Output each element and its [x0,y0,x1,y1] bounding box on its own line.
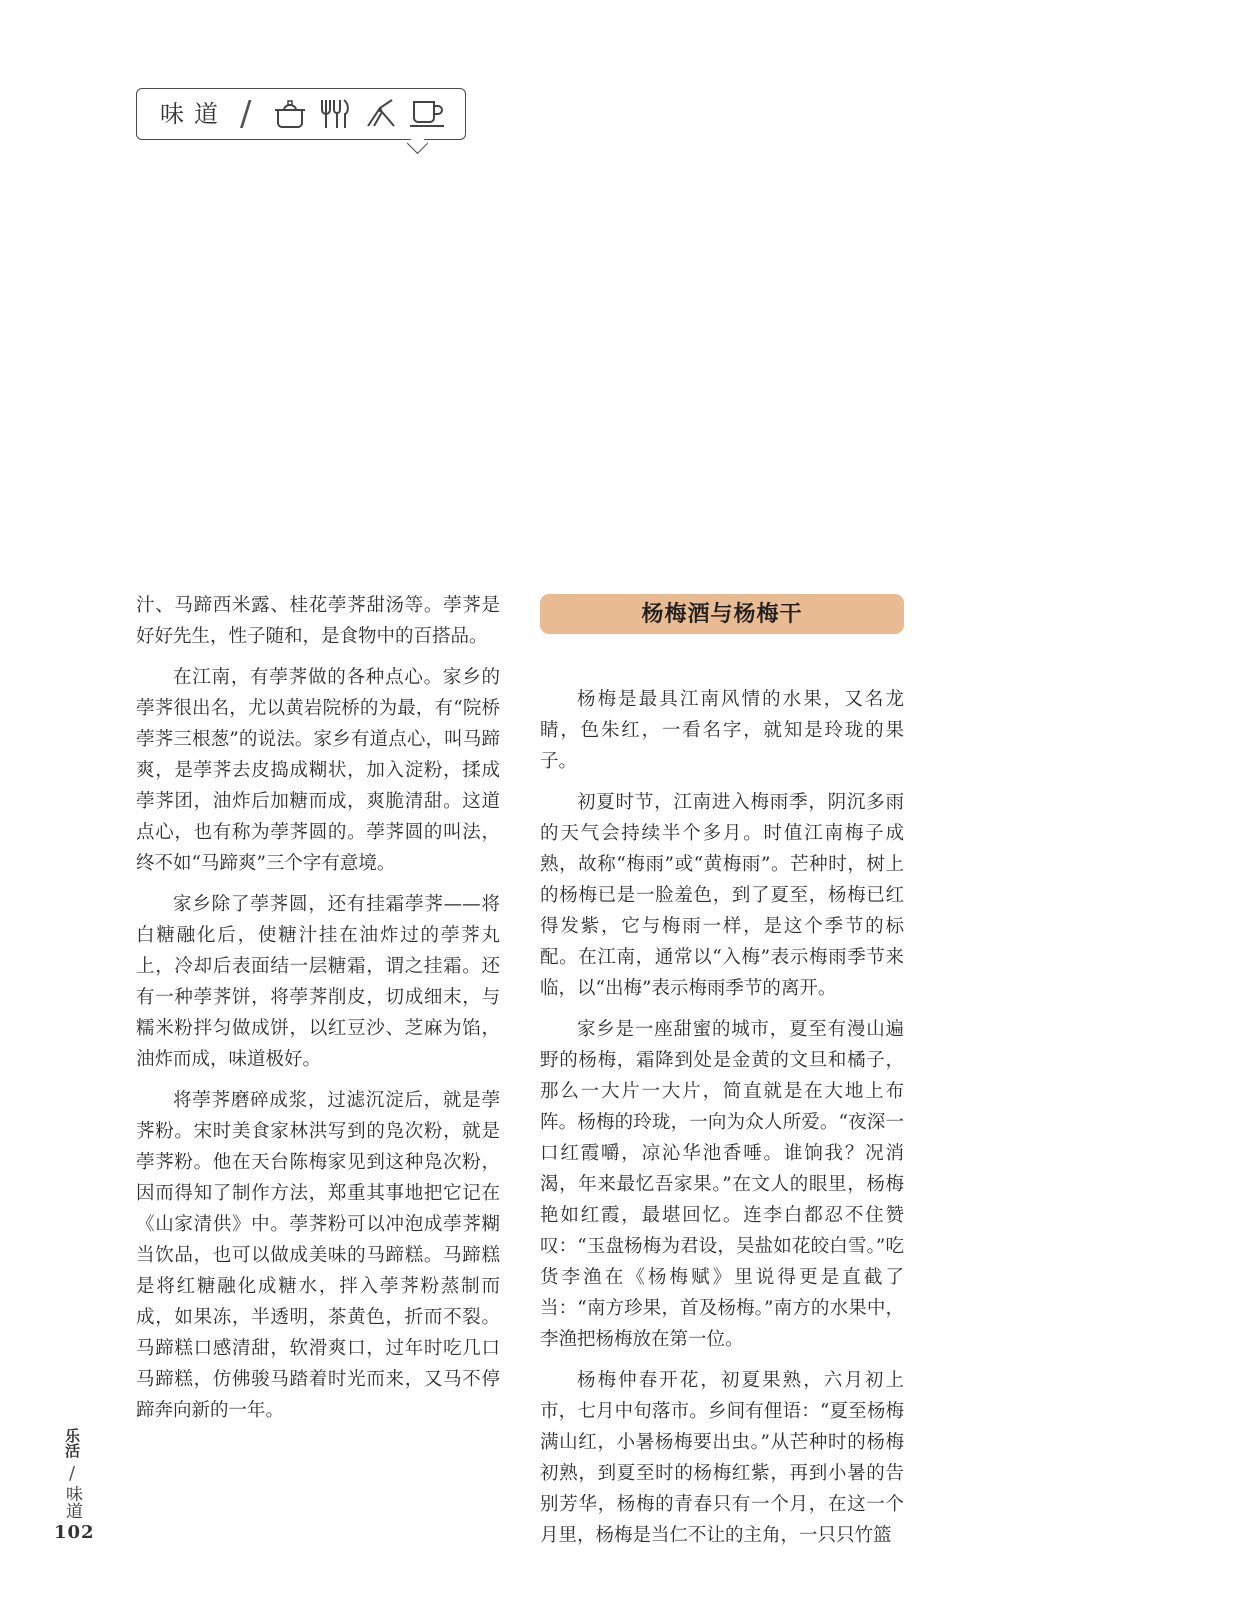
left-paragraph: 汁、马蹄西米露、桂花荸荠甜汤等。荸荠是好好先生，性子随和，是食物中的百搭品。 [136,595,500,647]
right-column [540,684,904,1561]
left-paragraph: 家乡除了荸荠圆，还有挂霜荸荠——将白糖融化后，使糖汁挂在油炸过的荸荠丸上，冷却后表面结一层糖霜，谓之挂霜。还有一种荸荠饼，将荸荠削皮，切成细末，与糯米粉拌匀做成饼，以红豆沙、芝麻为馅，油炸而成，味道极好。 [136,894,500,1070]
fork-knife-icon [316,96,352,132]
left-paragraph: 在江南，有荸荠做的各种点心。家乡的荸荠很出名，尤以黄岩院桥的为最，有“院桥荸荠三根葱”的说法。家乡有道点心，叫马蹄爽，是荸荠去皮捣成糊状，加入淀粉，揉成荸荠团，油炸后加糖而成，爽脆清甜。这道点心，也有称为荸荠圆的。荸荠圆的叫法，终不如“马蹄爽”三个字有意境。 [136,667,500,874]
page-number: 102 [54,1522,95,1543]
right-paragraph: 初夏时节，江南进入梅雨季，阴沉多雨的天气会持续半个多月。时值江南梅子成熟，故称“梅雨”或“黄梅雨”。芒种时，树上的杨梅已是一脸羞色，到了夏至，杨梅已红得发紫，它与梅雨一样，是这个季节的标配。在江南，通常以“入梅”表示梅雨季节来临，以“出梅”表示梅雨季节的离开。 [540,792,904,999]
left-paragraph: 将荸荠磨碎成浆，过滤沉淀后，就是荸荠粉。宋时美食家林洪写到的凫次粉，就是荸荠粉。他在天台陈梅家见到这种凫次粉，因而得知了制作方法，郑重其事地把它记在《山家清供》中。荸荠粉可以冲泡成荸荠糊当饮品，也可以做成美味的马蹄糕。马蹄糕是将红糖融化成糖水，拌入荸荠粉蒸制而成，如果冻，半透明，茶黄色，折而不裂。马蹄糕口感清甜，软滑爽口，过年时吃几口马蹄糕，仿佛骏马踏着时光而来，又马不停蹄奔向新的一年。 [136,1090,500,1421]
pot-icon [272,96,308,132]
cup-icon [408,96,448,132]
section-tag-icons [272,96,462,132]
right-paragraph: 杨梅是最具江南风情的水果，又名龙睛，色朱红，一看名字，就知是玲珑的果子。 [540,689,904,772]
running-label-separator: / [68,1463,76,1484]
running-label-bottom: 味道 [62,1485,82,1519]
running-label-top: 乐活 [63,1428,81,1458]
left-column [136,590,500,1436]
section-heading: 杨梅酒与杨梅干 [540,594,904,634]
right-paragraph: 家乡是一座甜蜜的城市，夏至有漫山遍野的杨梅，霜降到处是金黄的文旦和橘子，那么一大片一大片，简直就是在大地上布阵。杨梅的玲珑，一向为众人所爱。“夜深一口红霞嚼，凉沁华池香唾。谁饷我？况消渴，年来最忆吾家果。”在文人的眼里，杨梅艳如红霞，最堪回忆。连李白都忍不住赞叹：“玉盘杨梅为君设，吴盐如花皎白雪。”吃货李渔在《杨梅赋》里说得更是直截了当：“南方珍果，首及杨梅。”南方的水果中，李渔把杨梅放在第一位。 [540,1019,904,1350]
section-tag-separator: / [240,94,252,134]
tongs-icon [362,96,398,132]
running-section-label [60,1428,84,1524]
right-paragraph: 杨梅仲春开花，初夏果熟，六月初上市，七月中旬落市。乡间有俚语：“夏至杨梅满山红，小暑杨梅要出虫。”从芒种时的杨梅初熟，到夏至时的杨梅红紫，再到小暑的告别芳华，杨梅的青春只有一个月，在这一个月里，杨梅是当仁不让的主角，一只只竹篮 [540,1370,904,1546]
section-tag-label: 味道 [160,100,228,128]
